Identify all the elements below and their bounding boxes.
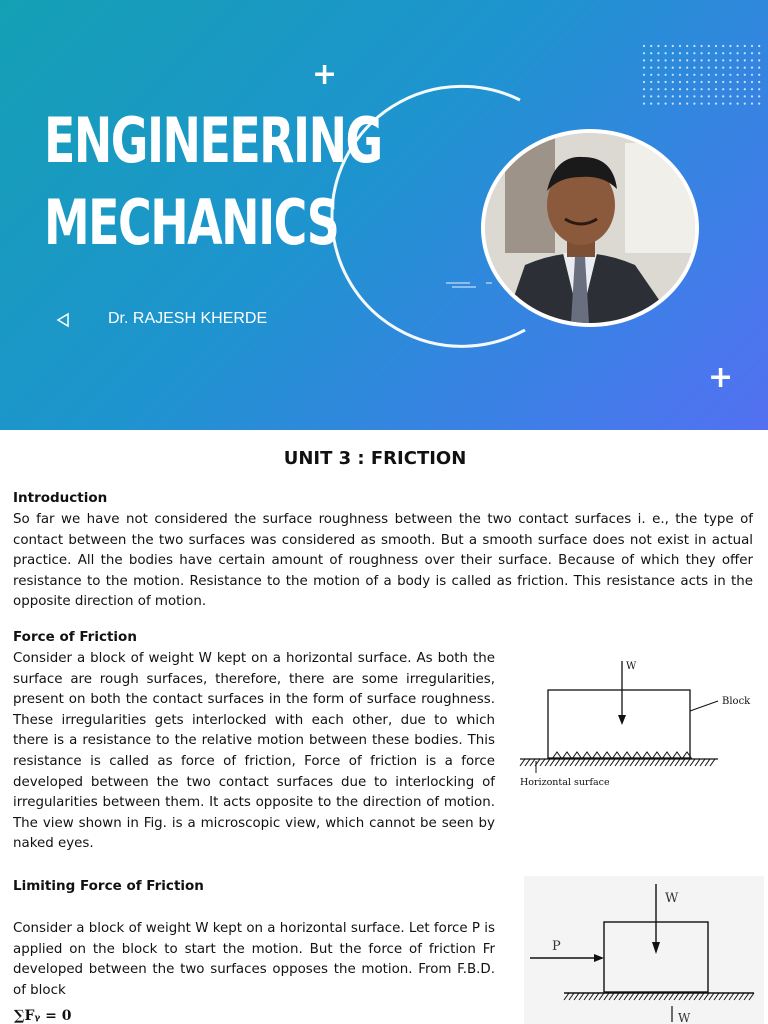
equation-sum-fy: ∑Fᵧ = 0 — [14, 1008, 72, 1024]
friction-block-figure — [512, 655, 760, 795]
title-line-1: ENGINEERING — [44, 104, 382, 177]
author-name: Dr. RAJESH KHERDE — [108, 310, 268, 327]
figure1-block-label: Block — [722, 696, 751, 707]
figure1-weight-label: W — [626, 661, 637, 672]
limiting-paragraph: Consider a block of weight W kept on a horizontal surface. Let force P is applied on the block to start the motion. But the force of friction Fr developed between the two surfaces opposes the motion. From F.B.D. of block — [13, 921, 495, 998]
portrait-photo — [481, 129, 699, 327]
figure2-force-label: P — [552, 939, 561, 954]
figure1-surface-label: Horizontal surface — [520, 777, 610, 788]
cover-banner — [0, 0, 768, 430]
figure2-reaction-label: W — [678, 1011, 691, 1024]
force-paragraph: Consider a block of weight W kept on a horizontal surface. As both the surface are rough surfaces, therefore, there are some irregularities, present on both the contact surfaces in the form of surface roughness. These irregularities gets interlocked with each other, due to which there is a resistance to the relative motion between these bodies. This resistance is called as force of friction, Force of friction is a force developed between the two contact surfaces due to interlocking of irregularities between them. It acts opposite to the direction of motion. The view shown in Fig. is a microscopic view, which cannot be seen by naked eyes. — [13, 651, 495, 852]
figure2-weight-label: W — [665, 891, 679, 906]
triangle-left-icon — [56, 312, 70, 328]
force-heading: Force of Friction — [13, 629, 137, 645]
title-line-2: MECHANICS — [44, 186, 339, 259]
document-body — [0, 430, 768, 1024]
intro-heading: Introduction — [13, 490, 108, 506]
unit-title: UNIT 3 : FRICTION — [283, 448, 467, 469]
limiting-friction-figure — [524, 876, 764, 1024]
plus-icon: + — [312, 57, 338, 92]
intro-paragraph: So far we have not considered the surface roughness between the two contact surfaces i. e., the type of contact between the two surfaces was considered as smooth. But a smooth surface does not exist in actual practice. All the bodies have certain amount of roughness over their surface. Because of which they offer resistance to the motion. Resistance to the motion of a body is called as friction. This resistance acts in the opposite direction of motion. — [13, 512, 753, 610]
plus-icon: + — [708, 360, 734, 395]
limiting-heading: Limiting Force of Friction — [13, 878, 204, 894]
